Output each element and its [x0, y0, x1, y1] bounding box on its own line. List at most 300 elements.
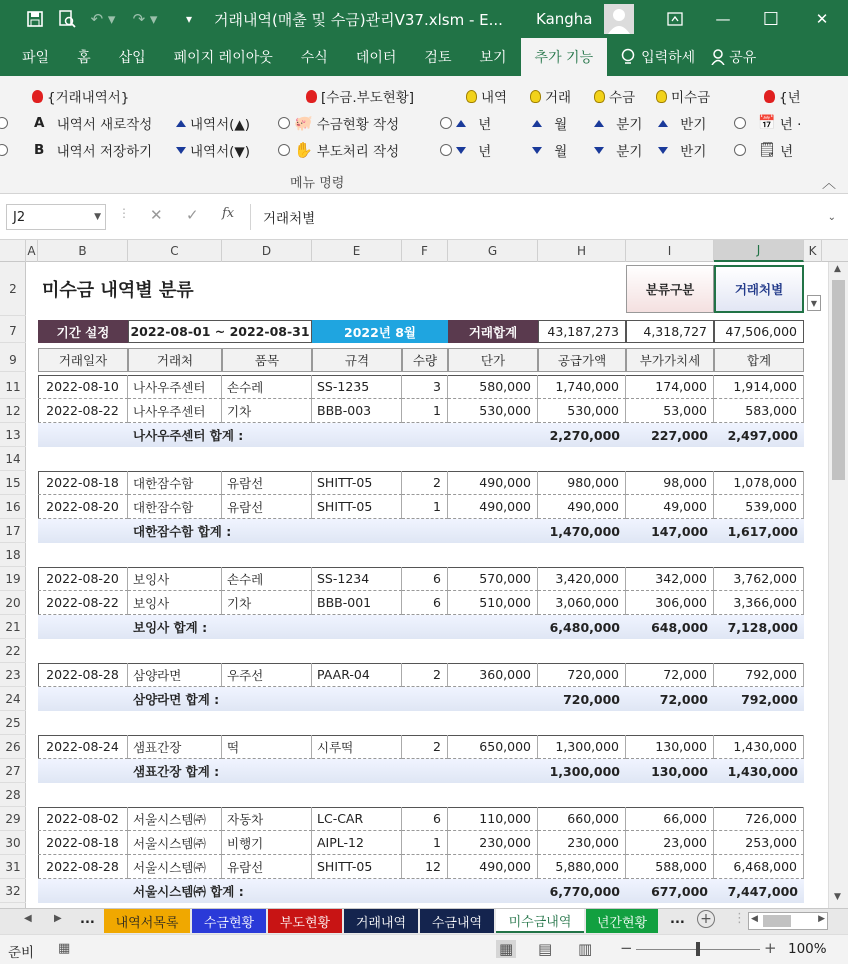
column-header-cell: 거래처 [128, 348, 222, 372]
tab-add-ins[interactable]: 추가 기능 [521, 38, 608, 76]
row-header[interactable]: 23 [0, 663, 26, 687]
table-cell: 720,000 [538, 663, 626, 687]
row-header[interactable]: 9 [0, 348, 26, 372]
table-cell: 떡 [222, 735, 312, 759]
bulb-icon [466, 90, 477, 103]
detail-year-down[interactable]: 년 [440, 139, 491, 161]
tab-scroll-left-icon[interactable]: ◀ [24, 913, 32, 924]
radio-icon [278, 117, 290, 129]
tab-insert[interactable]: 삽입 [118, 50, 146, 66]
collapse-ribbon-icon[interactable]: ︿ [822, 176, 836, 192]
row-header[interactable]: 22 [0, 639, 26, 663]
trade-button[interactable]: 거래 [530, 85, 571, 107]
table-cell: 1 [402, 495, 448, 519]
status-ready: 준비 [8, 945, 35, 961]
page-layout-view-icon[interactable]: ▤ [538, 940, 553, 958]
table-row-date: 2022-08-20 [38, 495, 128, 519]
sheet-tab-bar [0, 908, 848, 934]
share-button[interactable]: 공유 [729, 50, 757, 66]
tab-file[interactable]: 파일 [22, 50, 50, 66]
table-cell: SHITT-05 [312, 471, 402, 495]
radio-a[interactable] [0, 112, 8, 134]
table-cell: 삼양라면 [128, 663, 222, 687]
row-header[interactable]: 20 [0, 591, 26, 615]
cancel-icon[interactable]: ✕ [150, 206, 163, 224]
table-row-date: 2022-08-18 [38, 471, 128, 495]
table-cell: PAAR-04 [312, 663, 402, 687]
maximize-button[interactable]: ☐ [762, 8, 780, 30]
table-cell: 6 [402, 591, 448, 615]
hscroll-thumb[interactable] [763, 915, 791, 927]
table-cell: 23,000 [626, 831, 714, 855]
column-header-cell: 합계 [714, 348, 804, 372]
table-cell: 기차 [222, 591, 312, 615]
row-header[interactable]: 28 [0, 783, 26, 807]
table-cell: 490,000 [538, 495, 626, 519]
subtotal-value: 1,470,000 [549, 523, 620, 539]
sheet-tab[interactable]: 수금현황 [192, 909, 266, 933]
user-name[interactable]: Kangha [536, 10, 593, 28]
ribbon-tabs [0, 38, 848, 76]
table-cell: 유람선 [222, 855, 312, 879]
table-cell: 53,000 [626, 399, 714, 423]
table-cell: 우주선 [222, 663, 312, 687]
row-header[interactable]: 24 [0, 687, 26, 711]
row-header[interactable]: 15 [0, 471, 26, 495]
formula-bar [0, 194, 848, 240]
row-header[interactable]: 7 [0, 320, 26, 343]
table-cell: 342,000 [626, 567, 714, 591]
row-header[interactable]: 14 [0, 447, 26, 471]
chevron-down-icon[interactable]: ▼ [94, 212, 101, 222]
table-cell: 510,000 [448, 591, 538, 615]
collect-status-button[interactable]: 🐖 수금현황 작성 [278, 112, 399, 134]
table-row-date: 2022-08-28 [38, 855, 128, 879]
vendor-statement-group-title: {거래내역서} [32, 85, 129, 107]
table-cell: 기차 [222, 399, 312, 423]
column-header-d[interactable]: D [222, 240, 312, 262]
row-header[interactable]: 16 [0, 495, 26, 519]
table-cell: 230,000 [538, 831, 626, 855]
total-label: 거래합계 [448, 320, 538, 343]
table-cell: 서울시스템㈜ [128, 807, 222, 831]
document-icon: 🗒 [758, 142, 777, 158]
zoom-slider-thumb[interactable] [696, 942, 700, 956]
unpaid-half-down[interactable]: 반기 [658, 139, 706, 161]
bulb-icon [530, 90, 541, 103]
table-cell: 230,000 [448, 831, 538, 855]
row-header[interactable]: 19 [0, 567, 26, 591]
table-cell: 490,000 [448, 855, 538, 879]
table-cell: 5,880,000 [538, 855, 626, 879]
save-statement-button[interactable]: B 내역서 저장하기 [34, 142, 153, 160]
subtotal-value: 2,270,000 [549, 427, 620, 443]
table-cell: SHITT-05 [312, 855, 402, 879]
subtotal-label: 샘표간장 합계 : [133, 764, 220, 779]
table-row-date: 2022-08-22 [38, 399, 128, 423]
tab-scroll-right-icon[interactable]: ▶ [54, 913, 62, 924]
table-cell: 1,914,000 [714, 375, 804, 399]
row-header[interactable]: 29 [0, 807, 26, 831]
table-cell: 유람선 [222, 471, 312, 495]
table-cell: 583,000 [714, 399, 804, 423]
table-cell: 1,300,000 [538, 735, 626, 759]
table-row-date: 2022-08-22 [38, 591, 128, 615]
share-icon[interactable] [707, 38, 729, 76]
table-cell: 대한잠수함 [128, 471, 222, 495]
sheet-tab[interactable]: 년간현황 [586, 909, 658, 933]
year-report-a[interactable]: 📅 년 · [734, 112, 801, 134]
table-cell: 360,000 [448, 663, 538, 687]
table-cell: 130,000 [626, 735, 714, 759]
subtotal-value: 2,497,000 [727, 427, 798, 443]
table-cell: 나사우주센터 [128, 375, 222, 399]
trade-month-up[interactable]: 월 [532, 112, 567, 134]
trade-month-down[interactable]: 월 [532, 139, 567, 161]
customize-toolbar-icon[interactable]: ▾ [185, 12, 193, 26]
table-row-date: 2022-08-10 [38, 375, 128, 399]
table-cell: AIPL-12 [312, 831, 402, 855]
hscroll-right-icon[interactable]: ▶ [818, 914, 825, 924]
column-header-b[interactable]: B [38, 240, 128, 262]
table-cell: 490,000 [448, 471, 538, 495]
radio-icon [734, 144, 746, 156]
unpaid-half-up[interactable]: 반기 [658, 112, 706, 134]
table-cell: BBB-003 [312, 399, 402, 423]
avatar[interactable] [602, 0, 636, 38]
yearly-group-title: {년 [764, 85, 801, 107]
row-header[interactable]: 31 [0, 855, 26, 879]
window-title: 거래내역(매출 및 수금)관리V37.xlsm - E... [214, 10, 503, 29]
table-cell: 1 [402, 831, 448, 855]
subtotal-label: 대한잠수함 합계 : [133, 524, 232, 539]
lightbulb-icon[interactable] [607, 38, 639, 76]
table-row-date: 2022-08-24 [38, 735, 128, 759]
table-cell: 530,000 [538, 399, 626, 423]
row-header[interactable]: 18 [0, 543, 26, 567]
sheet-tab[interactable]: 수금내역 [420, 909, 494, 933]
triangle-up-icon [532, 120, 542, 127]
row-header[interactable]: 21 [0, 615, 26, 639]
subtotal-value: 7,447,000 [727, 883, 798, 899]
triangle-down-icon [658, 147, 668, 154]
total-supply: 43,187,273 [538, 320, 626, 343]
bulb-icon [306, 90, 317, 103]
table-cell: BBB-001 [312, 591, 402, 615]
table-cell: 샘표간장 [128, 735, 222, 759]
table-row-date: 2022-08-20 [38, 567, 128, 591]
month-label: 2022년 8월 [312, 320, 448, 343]
category-button[interactable]: 분류구분 [626, 265, 714, 313]
total-vat: 4,318,727 [626, 320, 714, 343]
table-cell: LC-CAR [312, 807, 402, 831]
table-cell: 792,000 [714, 663, 804, 687]
table-cell: 서울시스템㈜ [128, 855, 222, 879]
status-bar [0, 934, 848, 964]
subtotal-value: 1,300,000 [549, 763, 620, 779]
row-header[interactable]: 32 [0, 879, 26, 903]
macro-record-icon[interactable]: ▦ [58, 941, 71, 956]
subtotal-value: 677,000 [651, 883, 708, 899]
column-header-i[interactable]: I [626, 240, 714, 262]
radio-icon [440, 144, 452, 156]
tab-review[interactable]: 검토 [424, 50, 452, 66]
table-cell: 비행기 [222, 831, 312, 855]
bulb-icon [656, 90, 667, 103]
column-header-cell: 거래일자 [38, 348, 128, 372]
table-cell: 3,762,000 [714, 567, 804, 591]
scroll-up-icon[interactable]: ▲ [834, 264, 841, 274]
period-value[interactable]: 2022-08-01 ~ 2022-08-31 [128, 320, 312, 343]
triangle-up-icon [594, 120, 604, 127]
column-header-cell: 품목 [222, 348, 312, 372]
tab-more-left[interactable]: ... [80, 912, 95, 927]
tab-formulas[interactable]: 수식 [300, 50, 328, 66]
column-header-cell: 공급가액 [538, 348, 626, 372]
subtotal-value: 6,770,000 [549, 883, 620, 899]
save-icon[interactable] [22, 0, 48, 38]
row-header[interactable]: 26 [0, 735, 26, 759]
table-cell: 98,000 [626, 471, 714, 495]
column-header-f[interactable]: F [402, 240, 448, 262]
piggy-bank-icon: 🐖 [294, 114, 313, 132]
subtotal-value: 227,000 [651, 427, 708, 443]
collect-quarter-down[interactable]: 분기 [594, 139, 642, 161]
subtotal-value: 720,000 [563, 691, 620, 707]
new-statement-button[interactable]: A 내역서 새로작성 [34, 115, 153, 133]
hscroll-left-icon[interactable]: ◀ [751, 914, 758, 924]
table-cell: SS-1235 [312, 375, 402, 399]
triangle-down-icon [594, 147, 604, 154]
vertical-scrollbar[interactable] [828, 262, 848, 908]
triangle-up-icon [658, 120, 668, 127]
column-header-cell: 부가가치세 [626, 348, 714, 372]
column-header-a[interactable]: A [26, 240, 38, 262]
redo-icon[interactable]: ↷ ▾ [132, 10, 158, 28]
tab-data[interactable]: 데이터 [355, 50, 397, 66]
insert-function-icon[interactable]: fx [222, 206, 235, 221]
hand-icon: ✋ [294, 141, 313, 159]
subtotal-value: 7,128,000 [727, 619, 798, 635]
table-row-date: 2022-08-28 [38, 663, 128, 687]
table-cell: 174,000 [626, 375, 714, 399]
table-cell: 539,000 [714, 495, 804, 519]
table-cell: 1,078,000 [714, 471, 804, 495]
horizontal-scrollbar[interactable] [748, 912, 828, 930]
sheet-tab[interactable]: 내역서목록 [104, 909, 190, 933]
ribbon-group-label: 메뉴 명령 [290, 175, 345, 191]
column-header-e[interactable]: E [312, 240, 402, 262]
subtotal-value: 1,430,000 [727, 763, 798, 779]
table-cell: 보잉사 [128, 567, 222, 591]
bulb-icon [594, 90, 605, 103]
table-cell: 자동차 [222, 807, 312, 831]
radio-b[interactable] [0, 139, 8, 161]
table-row-date: 2022-08-02 [38, 807, 128, 831]
table-cell: 12 [402, 855, 448, 879]
zoom-level[interactable]: 100% [788, 941, 827, 957]
title-bar [0, 0, 848, 38]
ribbon-display-icon[interactable] [656, 0, 694, 38]
sheet-tab[interactable]: 거래내역 [344, 909, 418, 933]
close-button[interactable]: ✕ [815, 10, 829, 28]
table-cell: SS-1234 [312, 567, 402, 591]
enter-icon[interactable]: ✓ [186, 206, 199, 224]
radio-icon [734, 117, 746, 129]
tab-more-right[interactable]: ... [670, 912, 685, 927]
scroll-down-icon[interactable]: ▼ [834, 892, 841, 902]
table-cell: 3 [402, 375, 448, 399]
table-cell: 1,430,000 [714, 735, 804, 759]
tab-page-layout[interactable]: 페이지 레이아웃 [173, 50, 273, 66]
subtotal-value: 792,000 [741, 691, 798, 707]
subtotal-label: 나사우주센터 합계 : [133, 428, 244, 443]
table-cell: 1 [402, 399, 448, 423]
collect-button[interactable]: 수금 [594, 85, 635, 107]
radio-icon [440, 117, 452, 129]
name-box[interactable]: J2 ▼ [6, 204, 106, 230]
column-header-j[interactable]: J [714, 240, 804, 262]
by-vendor-button[interactable]: 거래처별 [714, 265, 804, 313]
sort-statement-up-button[interactable]: 내역서(▲) [176, 112, 250, 134]
triangle-up-icon [456, 120, 466, 127]
table-cell: 72,000 [626, 663, 714, 687]
year-report-b[interactable]: 🗒 년 [734, 139, 793, 161]
undo-icon[interactable]: ↶ ▾ [90, 10, 116, 28]
zoom-in-icon[interactable]: + [764, 939, 777, 957]
table-cell: 시루떡 [312, 735, 402, 759]
table-cell: 6 [402, 807, 448, 831]
column-header-cell: 규격 [312, 348, 402, 372]
sheet-tab[interactable]: 미수금내역 [496, 909, 584, 933]
row-header[interactable]: 13 [0, 423, 26, 447]
table-cell: 나사우주센터 [128, 399, 222, 423]
total-sum: 47,506,000 [714, 320, 804, 343]
radio-icon [0, 117, 8, 129]
table-cell: 대한잠수함 [128, 495, 222, 519]
collection-group-title: [수금.부도현황] [306, 85, 414, 107]
table-cell: 570,000 [448, 567, 538, 591]
page-break-view-icon[interactable]: ▥ [578, 940, 593, 958]
add-sheet-icon[interactable]: + [697, 910, 715, 928]
table-cell: 2 [402, 663, 448, 687]
column-header-k[interactable]: K [804, 240, 822, 262]
subtotal-label: 보잉사 합계 : [133, 620, 208, 635]
table-cell: 3,060,000 [538, 591, 626, 615]
dropdown-arrow-icon[interactable]: ▼ [807, 295, 821, 311]
subtotal-value: 648,000 [651, 619, 708, 635]
row-header[interactable]: 30 [0, 831, 26, 855]
sort-statement-down-button[interactable]: 내역서(▼) [176, 139, 250, 161]
radio-icon [278, 144, 290, 156]
table-cell: 서울시스템㈜ [128, 831, 222, 855]
table-cell: 110,000 [448, 807, 538, 831]
table-cell: 306,000 [626, 591, 714, 615]
table-cell: 588,000 [626, 855, 714, 879]
column-header-c[interactable]: C [128, 240, 222, 262]
unpaid-button[interactable]: 미수금 [656, 85, 710, 107]
column-header-cell: 수량 [402, 348, 448, 372]
detail-button[interactable]: 내역 [466, 85, 507, 107]
table-cell: 253,000 [714, 831, 804, 855]
table-cell: 980,000 [538, 471, 626, 495]
zoom-out-icon[interactable]: − [620, 939, 633, 957]
table-cell: 보잉사 [128, 591, 222, 615]
table-cell: 손수레 [222, 375, 312, 399]
triangle-up-icon [176, 120, 186, 127]
sheet-title: 미수금 내역별 분류 [42, 280, 194, 301]
table-cell: 660,000 [538, 807, 626, 831]
row-header[interactable]: 25 [0, 711, 26, 735]
table-cell: 손수레 [222, 567, 312, 591]
radio-icon [0, 144, 8, 156]
subtotal-value: 72,000 [659, 691, 708, 707]
tab-home[interactable]: 홈 [77, 50, 91, 66]
triangle-down-icon [456, 147, 466, 154]
table-cell: 530,000 [448, 399, 538, 423]
table-cell: 49,000 [626, 495, 714, 519]
table-cell: SHITT-05 [312, 495, 402, 519]
table-row-date: 2022-08-18 [38, 831, 128, 855]
table-cell: 66,000 [626, 807, 714, 831]
calendar-icon: 📅 [758, 115, 776, 131]
column-header-h[interactable]: H [538, 240, 626, 262]
row-header[interactable]: 27 [0, 759, 26, 783]
subtotal-label: 삼양라면 합계 : [133, 692, 220, 707]
subtotal-value: 1,617,000 [727, 523, 798, 539]
triangle-down-icon [532, 147, 542, 154]
table-cell: 6 [402, 567, 448, 591]
print-preview-icon[interactable] [54, 0, 80, 38]
row-header[interactable]: 2 [0, 262, 26, 316]
subtotal-value: 130,000 [651, 763, 708, 779]
default-process-button[interactable]: ✋ 부도처리 작성 [278, 139, 399, 161]
row-header[interactable]: 11 [0, 375, 26, 399]
column-header-g[interactable]: G [448, 240, 538, 262]
table-cell: 490,000 [448, 495, 538, 519]
row-header[interactable]: 12 [0, 399, 26, 423]
expand-formula-icon[interactable]: ⌄ [827, 211, 836, 223]
select-all-corner[interactable] [0, 240, 26, 262]
table-cell: 3,420,000 [538, 567, 626, 591]
table-cell: 650,000 [448, 735, 538, 759]
tell-me-input[interactable]: 입력하세 [641, 50, 696, 66]
table-cell: 유람선 [222, 495, 312, 519]
grip-icon: ⋮ [118, 206, 130, 220]
ribbon [0, 76, 848, 194]
collect-quarter-up[interactable]: 분기 [594, 112, 642, 134]
row-header[interactable]: 17 [0, 519, 26, 543]
table-cell: 2 [402, 471, 448, 495]
minimize-button[interactable]: — [715, 10, 731, 28]
worksheet-grid[interactable] [26, 262, 828, 908]
tab-view[interactable]: 보기 [479, 50, 507, 66]
table-cell: 3,366,000 [714, 591, 804, 615]
detail-year-up[interactable]: 년 [440, 112, 491, 134]
table-cell: 6,468,000 [714, 855, 804, 879]
formula-input[interactable]: 거래처별 ⌄ [250, 204, 840, 230]
normal-view-icon[interactable]: ▦ [496, 940, 516, 958]
subtotal-value: 147,000 [651, 523, 708, 539]
period-label: 기간 설정 [38, 320, 128, 343]
subtotal-label: 서울시스템㈜ 합계 : [133, 884, 244, 899]
scroll-thumb[interactable] [832, 280, 845, 480]
table-cell: 1,740,000 [538, 375, 626, 399]
subtotal-value: 6,480,000 [549, 619, 620, 635]
triangle-down-icon [176, 147, 186, 154]
sheet-tab[interactable]: 부도현황 [268, 909, 342, 933]
row-headers [0, 262, 26, 908]
